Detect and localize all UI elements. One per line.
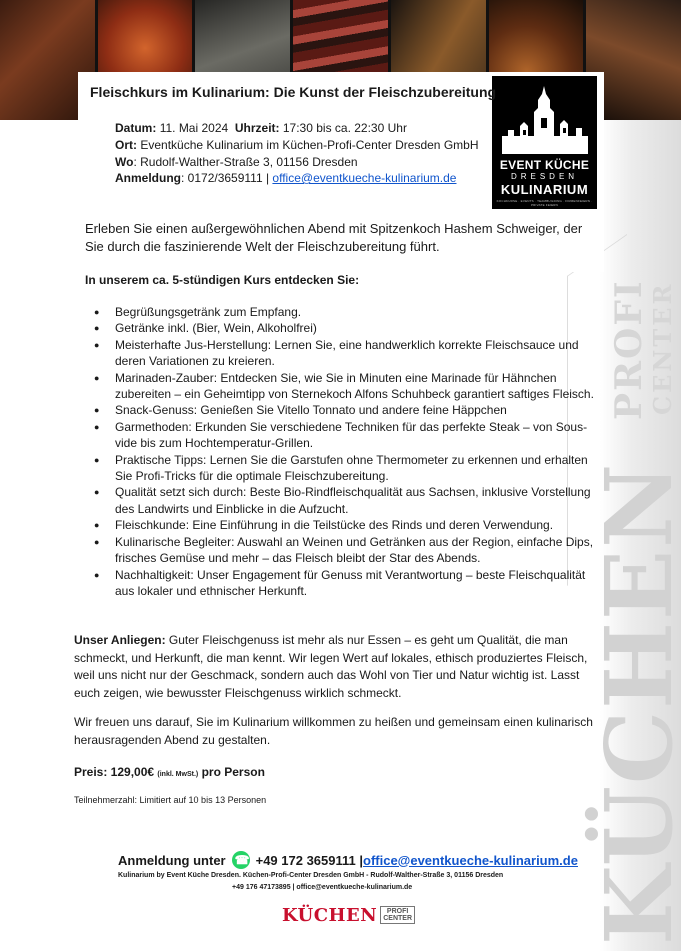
list-item: ● Meisterhafte Jus-Herstellung: Lernen Sie, eine handwerklich korrekte Fleischsauce und deren Variationen zu kreieren.: [94, 337, 604, 370]
footer-registration: [118, 851, 578, 869]
address-label: Wo: [115, 155, 134, 169]
date-label: Datum:: [115, 121, 157, 135]
list-item: ● Begrüßungsgetränk zum Empfang.: [94, 304, 604, 320]
logo-line2: DRESDEN: [510, 172, 579, 181]
location-value: Eventküche Kulinarium im Küchen-Profi-Center Dresden GmbH: [140, 138, 479, 152]
info-location-line: [115, 138, 478, 152]
footer-anmeldung-label: Anmeldung unter: [118, 852, 226, 868]
price-line: [74, 765, 265, 779]
list-item: ● Fleischkunde: Eine Einführung in die Teilstücke des Rinds und deren Verwendung.: [94, 517, 604, 533]
list-item: ● Marinaden-Zauber: Entdecken Sie, wie Sie in Minuten eine Marinade für Hähnchen zubereiten – ein Geheimtipp von Sternekoch Alfons Schuhbeck garantiert saftiges Fleisch.: [94, 370, 604, 403]
watermark-profi-text: PROFI: [608, 279, 650, 420]
registration-phone: : 0172/3659111 |: [181, 171, 273, 185]
address-value: : Rudolf-Walther-Straße 3, 01156 Dresden: [133, 155, 358, 169]
kuechen-profi-center-logo: [282, 902, 415, 928]
course-subheading: In unserem ca. 5-stündigen Kurs entdecken Sie:: [85, 273, 360, 287]
intro-text: Erleben Sie einen außergewöhnlichen Abend mit Spitzenkoch Hashem Schweiger, der Sie durch die faszinierende Welt der Fleischzubereitung führt.: [85, 221, 583, 254]
dresden-skyline-icon: [494, 78, 595, 158]
list-item: ● Qualität setzt sich durch: Beste Bio-Rindfleischqualität aus Sachsen, inklusive Vorstellung des Landwirts und Einblicke in die Aufzucht.: [94, 484, 604, 517]
time-label: Uhrzeit:: [234, 121, 280, 135]
list-item: ● Garmethoden: Erkunden Sie verschiedene Techniken für das perfekte Steak – von Sous-vide bis zum Hochtemperatur-Grillen.: [94, 419, 604, 452]
footer-email-link[interactable]: office@eventkueche-kulinarium.de: [363, 852, 578, 868]
price-suffix: pro Person: [198, 765, 265, 779]
list-item: ● Getränke inkl. (Bier, Wein, Alkoholfrei): [94, 320, 604, 336]
footer-contact-line: +49 176 47173895 | office@eventkueche-kulinarium.de: [232, 884, 413, 891]
info-registration-line: [115, 171, 456, 185]
logo-line1: EVENT KÜCHE: [499, 158, 590, 172]
participant-limit: Teilnehmerzahl: Limitiert auf 10 bis 13 Personen: [74, 795, 267, 805]
location-label: Ort:: [115, 138, 137, 152]
list-item: ● Snack-Genuss: Genießen Sie Vitello Tonnato und andere feine Häppchen: [94, 402, 604, 418]
course-bullet-list: [94, 304, 604, 599]
anliegen-paragraph: [74, 632, 594, 702]
list-item: ● Nachhaltigkeit: Unser Engagement für Genuss mit Verantwortung – beste Fleischqualität aus lokaler und ethnischer Herkunft.: [94, 567, 604, 600]
logo-tagline: KOCHKURSE · EVENTS · TEAMBUILDING · FIRMENFEIERN · PRIVATE FEIERN: [496, 199, 593, 207]
brand-sub: [380, 906, 415, 924]
info-date-line: [115, 121, 407, 135]
brand-sub-profi: PROFI: [386, 908, 409, 915]
price-tax-note: (inkl. MwSt.): [157, 771, 199, 778]
list-item: ● Praktische Tipps: Lernen Sie die Garstufen ohne Thermometer zu erkennen und erhalten Sie Profi-Tricks für die optimale Fleischzubereitung.: [94, 452, 604, 485]
watermark-center-text: CENTER: [648, 281, 677, 415]
footer-company-line: Kulinarium by Event Küche Dresden. Küchen-Profi-Center Dresden GmbH - Rudolf-Walther-Straße 3, 01156 Dresden: [118, 872, 504, 879]
kulinarium-logo: [492, 76, 597, 209]
whatsapp-icon: [232, 851, 250, 869]
page-title: Fleischkurs im Kulinarium: Die Kunst der Fleischzubereitung: [90, 84, 497, 100]
footer-phone: +49 172 3659111 |: [255, 852, 363, 868]
price-value: Preis: 129,00€: [74, 765, 158, 779]
registration-label: Anmeldung: [115, 171, 181, 185]
logo-line3: KULINARIUM: [500, 182, 589, 197]
list-item: ● Kulinarische Begleiter: Auswahl an Weinen und Getränken aus der Region, einfache Dips, frisches Gemüse und mehr – das Fleisch bleibt der Star des Abends.: [94, 534, 604, 567]
time-value: 17:30 bis ca. 22:30 Uhr: [282, 121, 407, 135]
brand-sub-center: CENTER: [383, 915, 412, 922]
registration-email-link[interactable]: office@eventkueche-kulinarium.de: [272, 171, 457, 185]
brand-name: KÜCHEN: [282, 904, 378, 926]
date-value: 11. Mai 2024: [159, 121, 229, 135]
anliegen-text: Guter Fleischgenuss ist mehr als nur Essen – es geht um Qualität, die man schmeckt, und Herkunft, die man kennt. Wir legen Wert auf lokales, ethisch produziertes Fleisch, weil uns nicht nur der Geschmack, sondern auch das Wohl von Tier und Natur wichtig ist. Lasst euch zeigen, wie bewusster Fleischgenuss wirklich schmeckt.: [74, 633, 588, 700]
info-address-line: [115, 155, 358, 169]
closing-paragraph: Wir freuen uns darauf, Sie im Kulinarium willkommen zu heißen und gemeinsam einen kulinarisch herausragenden Abend zu gestalten.: [74, 715, 593, 747]
anliegen-label: Unser Anliegen:: [74, 633, 166, 647]
watermark-kuechen: KÜCHEN: [585, 461, 693, 945]
